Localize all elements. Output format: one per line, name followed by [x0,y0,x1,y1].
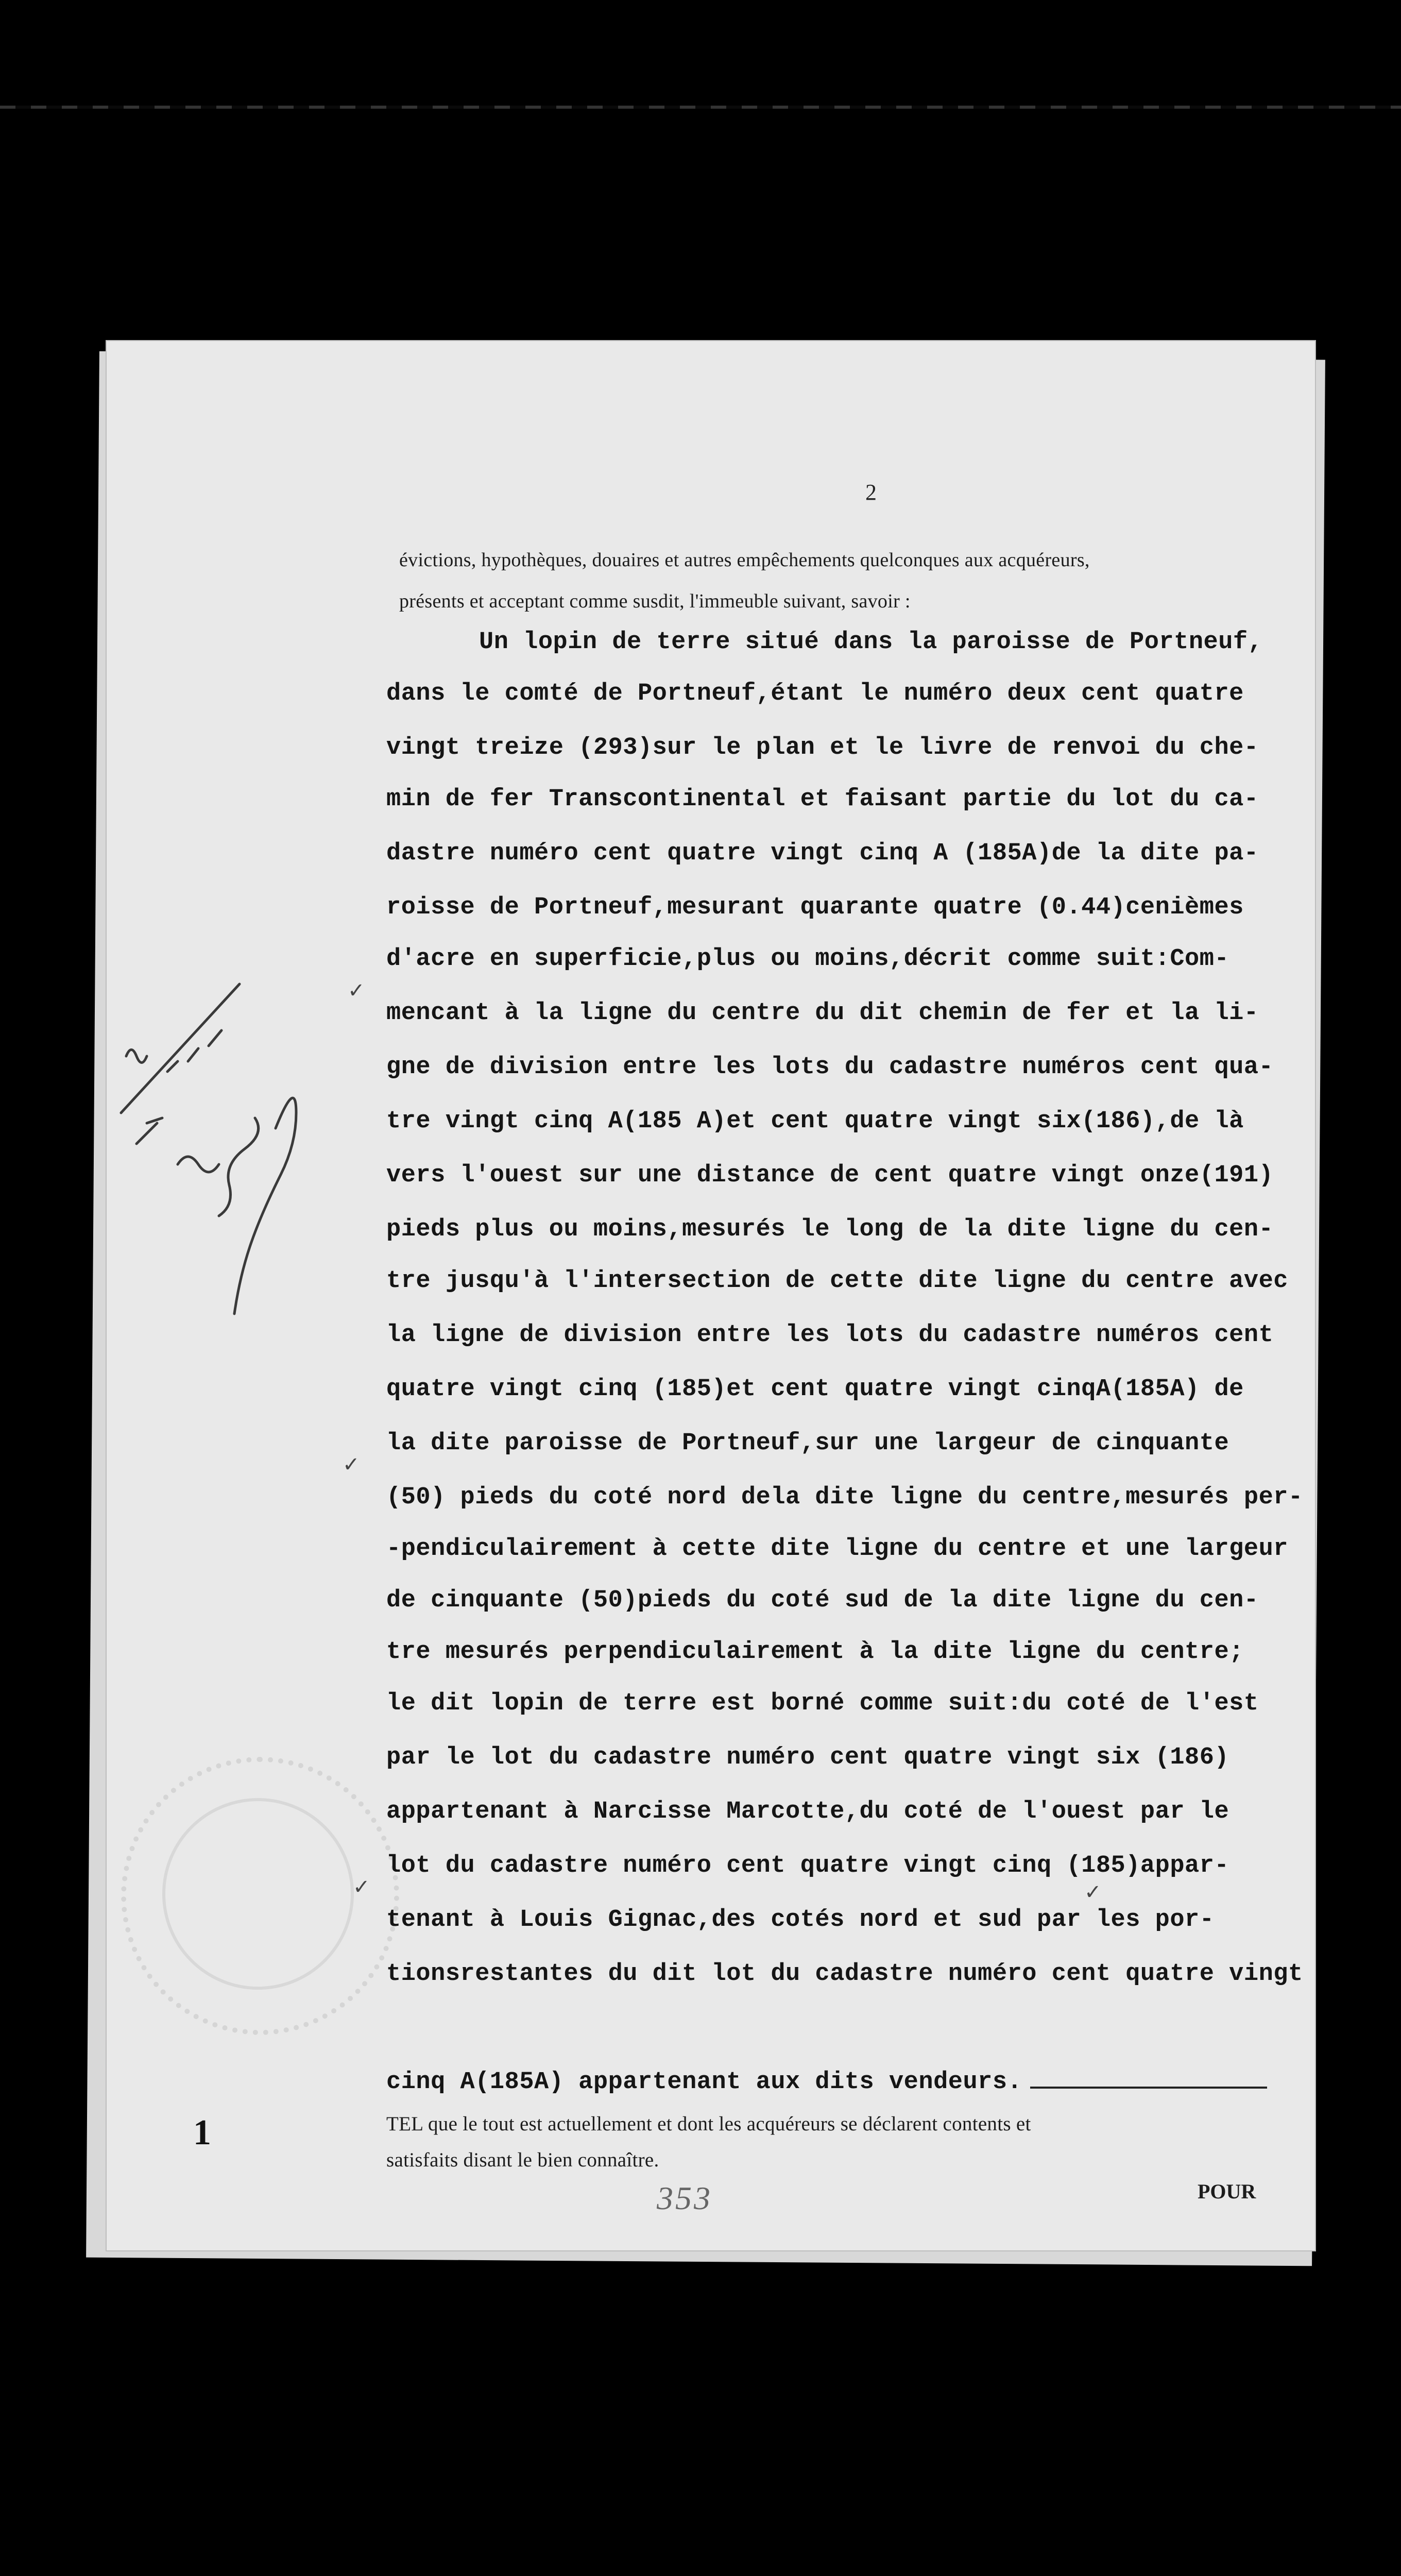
typed-line: d'acre en superficie,plus ou moins,décrit comme suit:Com- [386,945,1229,973]
typed-line: la dite paroisse de Portneuf,sur une largeur de cinquante [386,1430,1229,1457]
typed-line: tre jusqu'à l'intersection de cette dite ligne du centre avec [386,1267,1288,1295]
typed-line: tionsrestantes du dit lot du cadastre numéro cent quatre vingt [386,1960,1303,1988]
typed-line: mencant à la ligne du centre du dit chemin de fer et la li- [386,999,1259,1027]
typed-line: tenant à Louis Gignac,des cotés nord et sud par les por- [386,1906,1215,1934]
document-page [106,340,1316,2251]
typed-line: (50) pieds du coté nord dela dite ligne du centre,mesurés per- [386,1484,1303,1511]
typed-line: dastre numéro cent quatre vingt cinq A (185A)de la dite pa- [386,840,1259,867]
typed-line: de cinquante (50)pieds du coté sud de la dite ligne du cen- [386,1587,1259,1614]
typed-line: lot du cadastre numéro cent quatre vingt cinq (185)appar- [386,1852,1229,1879]
intro-line: présents et acceptant comme susdit, l'immeuble suivant, savoir : [399,590,911,612]
tick-mark-icon: ✓ [1084,1880,1102,1904]
folio-number: 353 [657,2180,712,2216]
typed-line: cinq A(185A) appartenant aux dits vendeurs. [386,2069,1022,2096]
closing-line: TEL que le tout est actuellement et dont les acquéreurs se déclarent contents et [386,2113,1031,2135]
tick-mark-icon: ✓ [353,1875,370,1899]
typed-line: le dit lopin de terre est borné comme suit:du coté de l'est [386,1690,1259,1717]
typed-line: tre vingt cinq A(185 A)et cent quatre vingt six(186),de là [386,1108,1244,1135]
closing-rule [1030,2087,1267,2089]
typed-line: par le lot du cadastre numéro cent quatre vingt six (186) [386,1744,1229,1771]
closing-line: satisfaits disant le bien connaître. [386,2149,659,2171]
typed-line: vingt treize (293)sur le plan et le livre de renvoi du che- [386,734,1259,761]
typed-line: min de fer Transcontinental et faisant partie du lot du ca- [386,786,1259,813]
margin-mark: 1 [193,2113,211,2153]
typed-line: tre mesurés perpendiculairement à la dite ligne du centre; [386,1638,1244,1666]
typed-line: Un lopin de terre situé dans la paroisse de Portneuf, [479,629,1263,656]
typed-line: la ligne de division entre les lots du cadastre numéros cent [386,1321,1274,1349]
scanner-edge [0,106,1401,109]
typed-line: quatre vingt cinq (185)et cent quatre vingt cinqA(185A) de [386,1376,1244,1403]
page-number: 2 [865,480,877,505]
typed-line: vers l'ouest sur une distance de cent quatre vingt onze(191) [386,1162,1274,1189]
intro-line: évictions, hypothèques, douaires et autres empêchements quelconques aux acquéreurs, [399,549,1090,571]
catchword: POUR [1198,2180,1256,2203]
typed-line: appartenant à Narcisse Marcotte,du coté de l'ouest par le [386,1798,1229,1825]
typed-line: roisse de Portneuf,mesurant quarante quatre (0.44)cenièmes [386,894,1244,921]
typed-line: dans le comté de Portneuf,étant le numéro deux cent quatre [386,680,1244,707]
tick-mark-icon: ✓ [343,1453,360,1477]
typed-line: -pendiculairement à cette dite ligne du centre et une largeur [386,1535,1288,1563]
typed-line: pieds plus ou moins,mesurés le long de la dite ligne du cen- [386,1216,1274,1243]
typed-line: gne de division entre les lots du cadastre numéros cent qua- [386,1054,1274,1081]
tick-mark-icon: ✓ [348,979,365,1003]
